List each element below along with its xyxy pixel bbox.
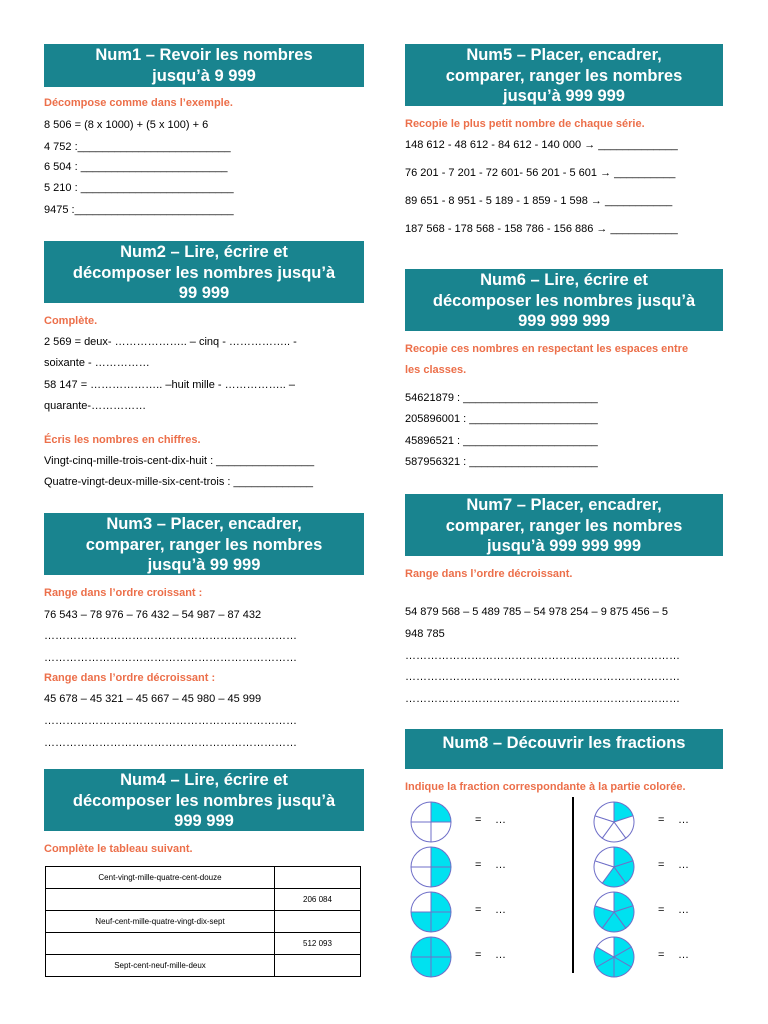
table-cell: Neuf-cent-mille-quatre-vingt-dix-sept <box>46 911 275 933</box>
num5-exercise: 89 651 - 8 951 - 5 189 - 1 859 - 1 598 → ___________ <box>405 195 673 207</box>
equals-sign: = <box>658 904 665 916</box>
fraction-item <box>409 800 559 844</box>
num3-series: 76 543 – 78 976 – 76 432 – 54 987 – 87 432 <box>44 609 262 621</box>
fraction-item <box>409 890 559 934</box>
fraction-part-empty <box>411 847 431 867</box>
table-cell[interactable] <box>275 867 361 889</box>
fraction-item <box>592 935 742 979</box>
num4-title-line: Num4 – Lire, écrire et <box>120 771 288 789</box>
fraction-part-colored <box>431 847 451 867</box>
num2-title <box>44 241 364 303</box>
fraction-item <box>592 845 742 889</box>
num1-title-line: jusqu’à 9 999 <box>152 66 256 85</box>
fraction-list-left <box>409 800 559 980</box>
fraction-part-colored <box>431 892 451 912</box>
num1-title-line: Num1 – Revoir les nombres <box>95 46 313 64</box>
num3-instruction: Range dans l’ordre croissant : <box>44 587 203 599</box>
num4-table <box>45 866 361 977</box>
fraction-list-right <box>592 800 742 980</box>
fraction-answer[interactable]: … <box>678 949 689 961</box>
num1-title <box>44 44 364 87</box>
num7-series: 948 785 <box>405 628 445 640</box>
num4-title-line: 999 999 <box>174 812 234 830</box>
num7-answer-dots: ………………………………………………………………… <box>405 671 680 683</box>
num7-title-line: jusqu’à 999 999 999 <box>486 537 642 555</box>
fraction-item <box>592 800 742 844</box>
table-cell[interactable] <box>275 955 361 977</box>
num5-exercise: 148 612 - 48 612 - 84 612 - 140 000 → _____________ <box>405 139 678 151</box>
fraction-part-colored <box>411 912 431 932</box>
fraction-part-colored <box>411 957 431 977</box>
fraction-item <box>409 845 559 889</box>
fraction-part-empty <box>411 867 431 887</box>
num4-title-line: décomposer les nombres jusqu’à <box>72 791 336 810</box>
table-row <box>46 867 361 889</box>
num5-exercise: 76 201 - 7 201 - 72 601- 56 201 - 5 601 → __________ <box>405 167 676 179</box>
fraction-part-colored <box>431 912 451 932</box>
fraction-item <box>592 890 742 934</box>
num7-answer-dots: ………………………………………………………………… <box>405 693 680 705</box>
num5-title-line: comparer, ranger les nombres <box>445 66 683 85</box>
table-cell[interactable] <box>46 933 275 955</box>
num1-exercise: 9475 :__________________________ <box>44 204 234 216</box>
num4-title <box>44 769 364 831</box>
num2-title-line: 99 999 <box>178 284 230 302</box>
equals-sign: = <box>475 949 482 961</box>
num3-instruction-2: Range dans l’ordre décroissant : <box>44 672 216 684</box>
num3-answer-dots: …………………………………………………………… <box>44 630 297 642</box>
num3-answer-dots: …………………………………………………………… <box>44 715 297 727</box>
table-row <box>46 933 361 955</box>
num7-instruction: Range dans l’ordre décroissant. <box>405 568 573 580</box>
num5-instruction: Recopie le plus petit nombre de chaque série. <box>405 118 645 130</box>
num4-instruction: Complète le tableau suivant. <box>44 843 193 855</box>
equals-sign: = <box>658 949 665 961</box>
num6-title-line: 999 999 999 <box>518 312 610 330</box>
num2-exercise-2: Quatre-vingt-deux-mille-six-cent-trois : _____________ <box>44 476 314 488</box>
equals-sign: = <box>475 904 482 916</box>
num1-example: 8 506 = (8 x 1000) + (5 x 100) + 6 <box>44 119 209 131</box>
fraction-pie <box>409 845 453 889</box>
num5-title-line: Num5 – Placer, encadrer, <box>466 46 662 64</box>
table-cell: Cent-vingt-mille-quatre-cent-douze <box>46 867 275 889</box>
fraction-pie <box>592 935 636 979</box>
num2-instruction: Complète. <box>44 315 98 327</box>
fraction-pie <box>409 890 453 934</box>
table-cell: 206 084 <box>275 889 361 911</box>
fraction-pie <box>592 800 636 844</box>
num3-title <box>44 513 364 575</box>
num6-title-line: décomposer les nombres jusqu’à <box>432 291 696 310</box>
fraction-pie <box>409 800 453 844</box>
equals-sign: = <box>475 814 482 826</box>
num1-instruction: Décompose comme dans l’exemple. <box>44 97 233 109</box>
fraction-part-empty <box>411 802 431 822</box>
fraction-part-colored <box>431 937 451 957</box>
num6-title <box>405 269 723 331</box>
fraction-part-colored <box>411 937 431 957</box>
fraction-item <box>409 935 559 979</box>
num7-title-line: comparer, ranger les nombres <box>445 516 683 535</box>
num2-exercise: quarante-…………… <box>44 400 147 412</box>
fraction-part-empty <box>411 822 431 842</box>
num8-instruction: Indique la fraction correspondante à la partie colorée. <box>405 781 686 793</box>
num2-instruction-2: Écris les nombres en chiffres. <box>44 434 201 446</box>
num6-title-line: Num6 – Lire, écrire et <box>480 271 648 289</box>
fraction-pie <box>409 935 453 979</box>
fraction-pie <box>592 890 636 934</box>
num7-series: 54 879 568 – 5 489 785 – 54 978 254 – 9 875 456 – 5 <box>405 606 669 618</box>
num7-title-line: Num7 – Placer, encadrer, <box>466 496 662 514</box>
num6-exercise: 54621879 : ______________________ <box>405 392 598 404</box>
num2-title-line: Num2 – Lire, écrire et <box>120 243 288 261</box>
num5-title-line: jusqu’à 999 999 <box>503 87 625 105</box>
fraction-divider <box>572 797 574 973</box>
num1-exercise: 4 752 :_________________________ <box>44 141 231 153</box>
fraction-pie <box>592 845 636 889</box>
num3-title-line: comparer, ranger les nombres <box>85 535 323 554</box>
num5-title <box>405 44 723 106</box>
fraction-part-colored <box>431 957 451 977</box>
table-cell: 512 093 <box>275 933 361 955</box>
fraction-answer[interactable]: … <box>495 814 506 826</box>
num8-title-line: Num8 – Découvrir les fractions <box>442 734 686 752</box>
num7-title <box>405 494 723 556</box>
table-row <box>46 955 361 977</box>
fraction-answer[interactable]: … <box>678 814 689 826</box>
num3-title-line: jusqu’à 99 999 <box>147 556 261 574</box>
fraction-part-empty <box>431 822 451 842</box>
fraction-part-colored <box>431 867 451 887</box>
num1-exercise: 5 210 : _________________________ <box>44 182 234 194</box>
num6-exercise: 587956321 : _____________________ <box>405 456 598 468</box>
num2-exercise-2: Vingt-cinq-mille-trois-cent-dix-huit : ________________ <box>44 455 315 467</box>
fraction-answer[interactable]: … <box>495 949 506 961</box>
fraction-answer[interactable]: … <box>495 904 506 916</box>
fraction-part-empty <box>411 892 431 912</box>
table-row <box>46 889 361 911</box>
fraction-answer[interactable]: … <box>678 904 689 916</box>
fraction-answer[interactable]: … <box>495 859 506 871</box>
num6-exercise: 45896521 : ______________________ <box>405 435 598 447</box>
num6-instruction: les classes. <box>405 364 467 376</box>
table-row <box>46 911 361 933</box>
equals-sign: = <box>658 814 665 826</box>
equals-sign: = <box>658 859 665 871</box>
num3-answer-dots: …………………………………………………………… <box>44 652 297 664</box>
num2-exercise: 58 147 = ……………….. –huit mille - …………….. – <box>44 379 295 391</box>
fraction-answer[interactable]: … <box>678 859 689 871</box>
num2-exercise: soixante - …………… <box>44 357 150 369</box>
num5-exercise: 187 568 - 178 568 - 158 786 - 156 886 → ___________ <box>405 223 678 235</box>
num6-instruction: Recopie ces nombres en respectant les espaces entre <box>405 343 689 355</box>
num1-exercise: 6 504 : ________________________ <box>44 161 228 173</box>
num8-title <box>405 729 723 769</box>
table-cell: Sept-cent-neuf-mille-deux <box>46 955 275 977</box>
num6-exercise: 205896001 : _____________________ <box>405 413 598 425</box>
equals-sign: = <box>475 859 482 871</box>
table-cell[interactable] <box>275 911 361 933</box>
num2-exercise: 2 569 = deux- ……………….. – cinq - …………….. - <box>44 336 297 348</box>
num3-series-2: 45 678 – 45 321 – 45 667 – 45 980 – 45 999 <box>44 693 262 705</box>
num3-title-line: Num3 – Placer, encadrer, <box>106 515 302 533</box>
num2-title-line: décomposer les nombres jusqu’à <box>72 263 336 282</box>
table-cell[interactable] <box>46 889 275 911</box>
num7-answer-dots: ………………………………………………………………… <box>405 650 680 662</box>
fraction-part-colored <box>431 802 451 822</box>
num3-answer-dots: …………………………………………………………… <box>44 737 297 749</box>
